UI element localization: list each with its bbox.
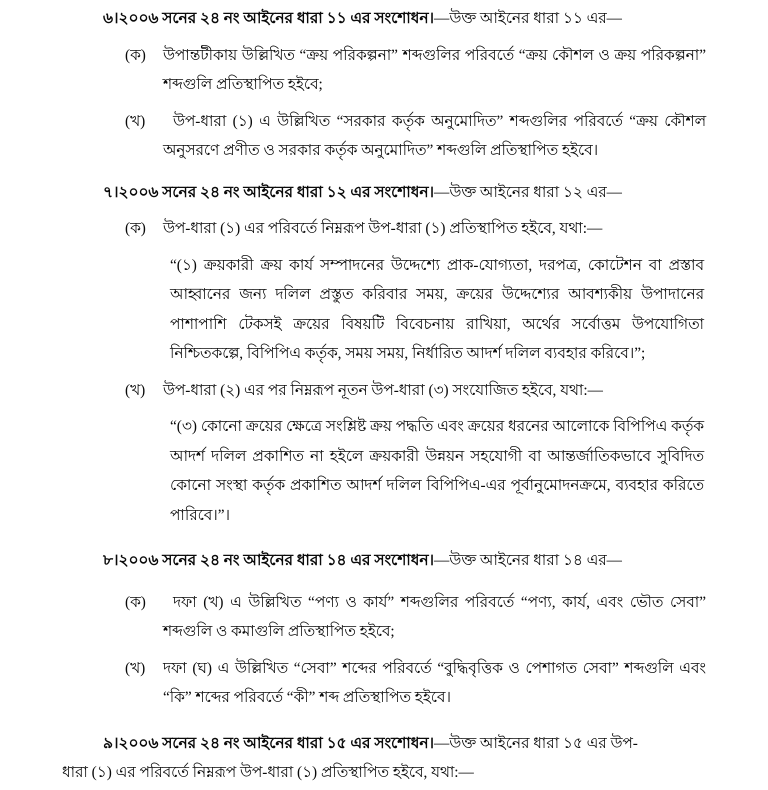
section-8-title: ২০০৬ সনের ২৪ নং আইনের ধারা ১৪ এর সংশোধন। — [118, 552, 434, 569]
clause-text: উপ-ধারা (১) এ উল্লিখিত “সরকার কর্তৃক অনুমোদিত” শব্দগুলির পরিবর্তে “ক্রয় কৌশল অনুসরণে প্রণীত ও সরকার কর্তৃক অনুমোদিত” শব্দগুলি প্রতিস্থাপিত হইবে। — [163, 112, 706, 159]
section-9-lead: উক্ত আইনের ধারা ১৫ এর উপ- — [449, 734, 638, 752]
section-7-lead: উক্ত আইনের ধারা ১২ এর— — [449, 183, 622, 201]
clause-label: (ক) — [125, 46, 146, 64]
section-7-clause-ka — [62, 214, 706, 244]
section-8-number: ৮। — [103, 552, 119, 569]
section-6 — [62, 4, 706, 166]
section-9-continuation: ধারা (১) এর পরিবর্তে নিম্নরূপ উপ-ধারা (১) প্রতিস্থাপিত হইবে, যথা:— — [62, 764, 474, 781]
spacer — [62, 244, 706, 251]
section-6-clause-kha — [62, 107, 706, 166]
section-6-lead: উক্ত আইনের ধারা ১১ এর— — [449, 10, 622, 27]
section-8-clause-kha — [62, 654, 706, 713]
section-7-clause-kha — [62, 376, 706, 406]
section-8-dash: — — [434, 552, 450, 569]
spacer — [62, 647, 706, 654]
clause-text: উপ-ধারা (১) এর পরিবর্তে নিম্নরূপ উপ-ধারা (১) প্রতিস্থাপিত হইবে, যথা:— — [163, 220, 603, 237]
spacer — [62, 530, 706, 546]
section-6-title: ২০০৬ সনের ২৪ নং আইনের ধারা ১১ এর সংশোধন। — [118, 10, 435, 27]
spacer — [62, 207, 706, 214]
clause-label: (খ) — [125, 381, 146, 399]
clause-label: (ক) — [125, 593, 146, 611]
spacer — [62, 405, 706, 412]
section-9-heading — [62, 729, 706, 759]
clause-label: (খ) — [125, 112, 146, 130]
clause-text: দফা (খ) এ উল্লিখিত “পণ্য ও কার্য” শব্দগুলির পরিবর্তে “পণ্য, কার্য, এবং ভৌত সেবা” শব্দগুলি ও কমাগুলি প্রতিস্থাপিত হইবে; — [163, 593, 706, 640]
spacer — [62, 100, 706, 107]
clause-label: (ক) — [125, 220, 146, 237]
section-6-heading — [62, 4, 706, 34]
section-6-clause-ka — [62, 41, 706, 100]
section-6-dash: — — [434, 10, 450, 27]
section-7-heading — [62, 178, 706, 208]
clause-text: উপ-ধারা (২) এর পর নিম্নরূপ নূতন উপ-ধারা (৩) সংযোজিত হইবে, যথা:— — [163, 381, 603, 399]
clause-label: (খ) — [125, 659, 146, 677]
section-7-clause-ka-quote: “(১) ক্রয়কারী ক্রয় কার্য সম্পাদনের উদ্দেশ্যে প্রাক-যোগ্যতা, দরপত্র, কোটেশন বা প্রস্তাব আহ্বানের জন্য দলিল প্রস্তুত করিবার সময়, ক্রয়ের উদ্দেশ্যের আবশ্যকীয় উপাদানের পাশাপাশি টেকসই ক্রয়ের বিষয়টি বিবেচনায় রাখিয়া, অর্থের সর্বোত্তম উপযোগিতা নিশ্চিতকল্পে, বিপিপিএ কর্তৃক, সময় সময়, নির্ধারিত আদর্শ দলিল ব্যবহার করিবে।”; — [170, 256, 704, 362]
section-8-heading — [62, 546, 706, 576]
section-9-title: ২০০৬ সনের ২৪ নং আইনের ধারা ১৫ এর সংশোধন। — [118, 734, 434, 752]
spacer — [62, 576, 706, 588]
spacer — [62, 34, 706, 41]
section-8-clause-ka — [62, 588, 706, 647]
section-7-dash: — — [434, 183, 450, 201]
clause-text: উপান্তটীকায় উল্লিখিত “ক্রয় পরিকল্পনা” শব্দগুলির পরিবর্তে “ক্রয় কৌশল ও ক্রয় পরিকল্পনা” শব্দগুলি প্রতিস্থাপিত হইবে; — [163, 46, 706, 93]
section-7-clause-kha-quote: “(৩) কোনো ক্রয়ের ক্ষেত্রে সংশ্লিষ্ট ক্রয় পদ্ধতি এবং ক্রয়ের ধরনের আলোকে বিপিপিএ কর্তৃক আদর্শ দলিল প্রকাশিত না হইলে ক্রয়কারী উন্নয়ন সহযোগী বা আন্তর্জাতিকভাবে সুবিদিত কোনো সংস্থা কর্তৃক প্রকাশিত আদর্শ দলিল বিপিপিএ-এর পূর্বানুমোদনক্রমে, ব্যবহার করিতে পারিবে।”। — [170, 418, 704, 524]
section-8-lead: উক্ত আইনের ধারা ১৪ এর— — [449, 552, 622, 569]
clause-text: দফা (ঘ) এ উল্লিখিত “সেবা” শব্দের পরিবর্তে “বুদ্ধিবৃত্তিক ও পেশাগত সেবা” শব্দগুলি এবং “কি” শব্দের পরিবর্তে “কী” শব্দ প্রতিস্থাপিত হইবে। — [163, 659, 706, 706]
section-8 — [62, 546, 706, 713]
section-7-number: ৭। — [103, 183, 119, 201]
section-9-dash: — — [434, 734, 450, 752]
section-7-title: ২০০৬ সনের ২৪ নং আইনের ধারা ১২ এর সংশোধন। — [118, 183, 435, 201]
section-7 — [62, 178, 706, 531]
spacer — [62, 369, 706, 376]
section-9-number: ৯। — [103, 734, 119, 752]
section-9 — [62, 729, 706, 788]
spacer — [62, 166, 706, 178]
spacer — [62, 713, 706, 729]
section-6-number: ৬। — [103, 10, 119, 27]
